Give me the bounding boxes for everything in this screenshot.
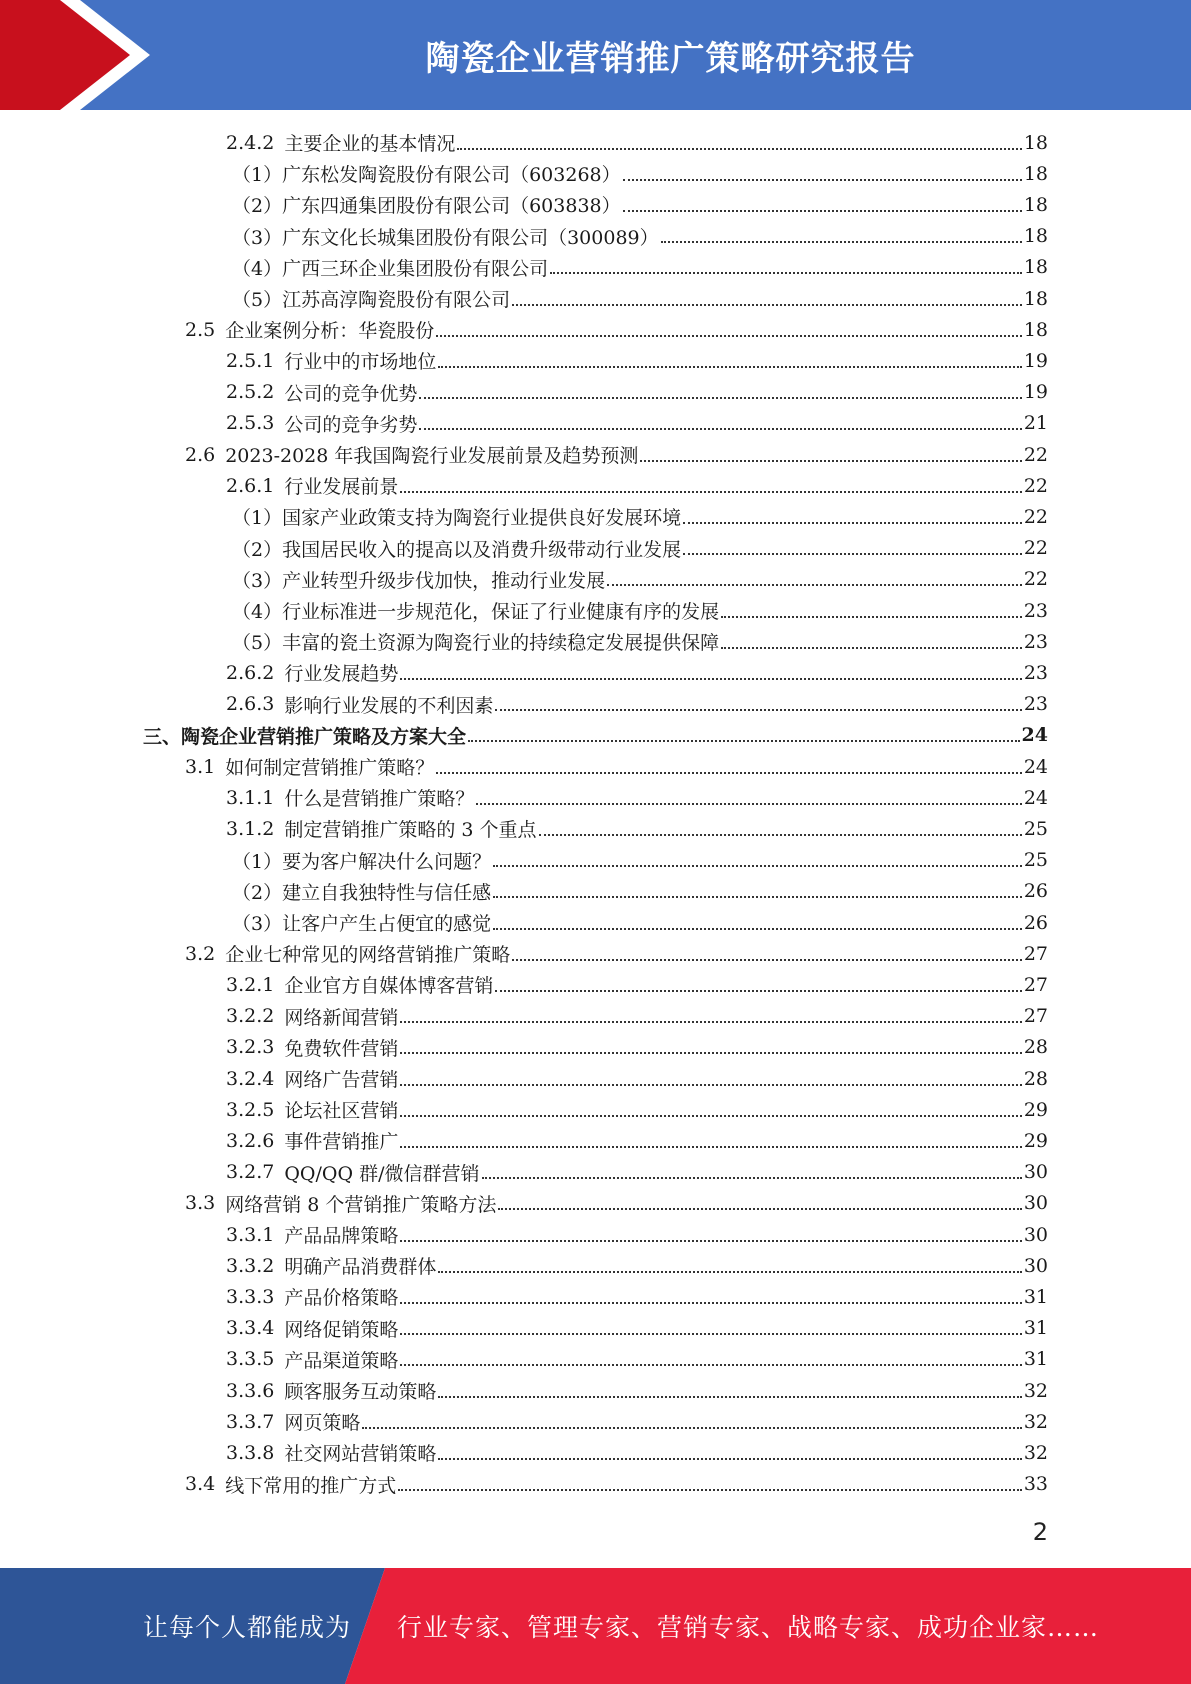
- toc-dot-leader: [436, 764, 1022, 774]
- toc-entry-title: 要为客户解决什么问题？: [282, 850, 492, 873]
- toc-entry-title: 网络营销 8 个营销推广策略方法: [225, 1193, 497, 1216]
- toc-entry-title: 产品品牌策略: [284, 1225, 399, 1247]
- toc-entry-number: （4）: [232, 601, 283, 623]
- toc-entry[interactable]: [226, 1375, 1048, 1406]
- toc-entry-page: 26: [1023, 880, 1048, 903]
- toc-entry[interactable]: [143, 720, 1048, 751]
- toc-dot-leader: [623, 202, 1022, 212]
- header-arrow-decoration: [0, 0, 160, 110]
- toc-entry-number: 2.5.2: [226, 381, 275, 404]
- toc-entry-page: 18: [1023, 131, 1048, 154]
- toc-entry-page: 27: [1023, 973, 1048, 996]
- toc-entry[interactable]: [226, 657, 1048, 688]
- toc-dot-leader: [400, 1356, 1021, 1366]
- toc-entry-page: 32: [1023, 1379, 1048, 1402]
- footer-slogan-left: 让每个人都能成为: [143, 1613, 352, 1642]
- toc-dot-leader: [498, 1200, 1021, 1210]
- toc-dot-leader: [400, 1013, 1021, 1023]
- toc-dot-leader: [400, 1325, 1021, 1335]
- toc-entry-number: 3.2: [185, 942, 216, 965]
- toc-entry-number: 3.2.5: [226, 1098, 275, 1121]
- toc-entry-title: 公司的竞争优势: [284, 382, 418, 405]
- toc-entry-number: 3.2.7: [226, 1161, 275, 1184]
- toc-entry-number: 3.2.1: [226, 973, 275, 996]
- toc-entry-page: 30: [1023, 1192, 1048, 1215]
- toc-entry[interactable]: [226, 969, 1048, 1000]
- toc-dot-leader: [493, 920, 1022, 930]
- toc-entry-page: 23: [1023, 693, 1048, 716]
- toc-entry-page: 22: [1023, 443, 1048, 466]
- toc-entry-number: （5）: [232, 289, 283, 311]
- toc-entry-title: 陶瓷企业营销推广策略及方案大全: [181, 725, 467, 748]
- toc-entry-title: 国家产业政策支持为陶瓷行业提供良好发展环境: [282, 507, 682, 530]
- toc-entry-title: 主要企业的基本情况: [284, 133, 456, 155]
- toc-entry-title: 江苏高淳陶瓷股份有限公司: [282, 289, 511, 311]
- toc-entry-page: 18: [1023, 193, 1048, 216]
- toc-entry-title: 2023-2028 年我国陶瓷行业发展前景及趋势预测: [225, 445, 639, 467]
- toc-dot-leader: [398, 1481, 1022, 1491]
- toc-entry-title: 产业转型升级步伐加快，推动行业发展: [282, 569, 606, 592]
- toc-entry-page: 22: [1023, 505, 1048, 528]
- toc-entry-page: 32: [1023, 1410, 1048, 1433]
- toc-entry[interactable]: [226, 1313, 1048, 1344]
- toc-entry-title: 广东文化长城集团股份有限公司（300089）: [282, 226, 659, 249]
- toc-entry-page: 30: [1023, 1223, 1048, 1246]
- toc-entry[interactable]: [226, 1094, 1048, 1125]
- toc-dot-leader: [438, 358, 1021, 368]
- toc-entry[interactable]: [232, 907, 1048, 938]
- toc-entry-number: 3.3: [185, 1192, 216, 1215]
- toc-entry[interactable]: [226, 1001, 1048, 1032]
- toc-entry-title: 产品渠道策略: [284, 1349, 399, 1372]
- toc-dot-leader: [400, 1294, 1021, 1304]
- toc-entry-number: 3.3.6: [226, 1379, 275, 1402]
- toc-dot-leader: [436, 327, 1022, 337]
- toc-entry-number: （1）: [232, 507, 283, 530]
- toc-entry-title: 明确产品消费群体: [284, 1256, 437, 1279]
- toc-entry-page: 22: [1023, 568, 1048, 591]
- toc-entry-number: 3.1.2: [226, 817, 275, 840]
- toc-dot-leader: [419, 420, 1021, 430]
- toc-entry[interactable]: [232, 533, 1048, 564]
- toc-dot-leader: [400, 1044, 1021, 1054]
- toc-entry[interactable]: [185, 314, 1048, 345]
- toc-entry-title: 网络新闻营销: [284, 1006, 399, 1029]
- toc-entry-number: 3.3.3: [226, 1285, 275, 1308]
- toc-entry[interactable]: [226, 1219, 1048, 1250]
- toc-entry-page: 31: [1023, 1285, 1048, 1308]
- toc-dot-leader: [400, 1232, 1021, 1242]
- toc-entry-title: 制定营销推广策略的 3 个重点: [284, 819, 537, 842]
- toc-entry[interactable]: [226, 1344, 1048, 1375]
- toc-entry[interactable]: [232, 252, 1048, 283]
- toc-entry-page: 18: [1023, 318, 1048, 341]
- toc-entry[interactable]: [226, 689, 1048, 720]
- toc-entry-page: 29: [1023, 1098, 1048, 1121]
- toc-entry[interactable]: [232, 876, 1048, 907]
- toc-entry[interactable]: [185, 938, 1048, 969]
- toc-entry-page: 25: [1023, 849, 1048, 872]
- toc-dot-leader: [493, 888, 1022, 898]
- toc-entry[interactable]: [226, 1437, 1048, 1468]
- toc-entry[interactable]: [226, 408, 1048, 439]
- toc-entry-title: 行业标准进一步规范化，保证了行业健康有序的发展: [282, 601, 720, 623]
- toc-entry-title: 网页策略: [284, 1412, 361, 1435]
- toc-entry-title: 广东四通集团股份有限公司（603838）: [282, 195, 621, 218]
- page-footer: [0, 1568, 1191, 1684]
- toc-entry-page: 19: [1023, 381, 1048, 404]
- toc-entry-number: 2.6: [185, 443, 216, 466]
- toc-entry-title: 让客户产生占便宜的感觉: [282, 913, 492, 935]
- toc-dot-leader: [550, 264, 1022, 274]
- toc-entry[interactable]: [232, 189, 1048, 220]
- toc-entry-title: 企业七种常见的网络营销推广策略: [225, 944, 511, 967]
- footer-slogan-right: 行业专家、管理专家、营销专家、战略专家、成功企业家……: [397, 1613, 1100, 1642]
- toc-dot-leader: [512, 296, 1022, 306]
- toc-entry-title: 论坛社区营销: [284, 1100, 399, 1123]
- toc-entry-number: （1）: [232, 164, 283, 187]
- toc-entry[interactable]: [226, 1406, 1048, 1437]
- toc-entry-title: 丰富的瓷土资源为陶瓷行业的持续稳定发展提供保障: [282, 632, 720, 655]
- toc-entry-number: 3.3.2: [226, 1254, 275, 1277]
- toc-entry[interactable]: [226, 345, 1048, 376]
- report-title: 陶瓷企业营销推广策略研究报告: [425, 38, 916, 79]
- toc-dot-leader: [400, 1076, 1021, 1086]
- toc-entry-page: 24: [1021, 724, 1048, 747]
- toc-entry-number: 2.5.3: [226, 412, 275, 435]
- toc-entry-title: 事件营销推广: [284, 1131, 399, 1154]
- toc-entry-title: 行业中的市场地位: [284, 351, 437, 374]
- toc-entry-page: 18: [1023, 225, 1048, 248]
- toc-entry-page: 29: [1023, 1129, 1048, 1152]
- toc-entry[interactable]: [226, 813, 1048, 844]
- toc-entry-title: 广西三环企业集团股份有限公司: [282, 257, 549, 280]
- toc-entry-page: 23: [1023, 630, 1048, 653]
- toc-dot-leader: [493, 857, 1022, 867]
- toc-entry-number: 2.5: [185, 318, 216, 341]
- toc-entry-page: 31: [1023, 1317, 1048, 1340]
- toc-dot-leader: [607, 576, 1022, 586]
- toc-entry-number: （2）: [232, 538, 283, 561]
- toc-entry-page: 23: [1023, 661, 1048, 684]
- toc-entry-number: 3.2.2: [226, 1005, 275, 1028]
- toc-entry-page: 27: [1023, 1005, 1048, 1028]
- toc-entry-number: （3）: [232, 569, 283, 592]
- toc-entry-title: 影响行业发展的不利因素: [284, 694, 494, 717]
- toc-entry[interactable]: [226, 1032, 1048, 1063]
- toc-entry[interactable]: [226, 1063, 1048, 1094]
- toc-entry-page: 19: [1023, 349, 1048, 372]
- toc-entry[interactable]: [226, 127, 1048, 158]
- toc-entry-page: 30: [1023, 1254, 1048, 1277]
- toc-entry-number: （3）: [232, 913, 283, 935]
- toc-entry-number: 3.3.5: [226, 1348, 275, 1371]
- toc-entry-number: 3.2.3: [226, 1036, 275, 1059]
- toc-entry-title: 什么是营销推广策略？: [284, 788, 475, 811]
- toc-dot-leader: [512, 951, 1022, 961]
- toc-dot-leader: [457, 140, 1021, 150]
- toc-entry[interactable]: [185, 439, 1048, 470]
- toc-entry-number: （1）: [232, 850, 283, 873]
- toc-entry-title: QQ/QQ 群/微信群营销: [284, 1162, 480, 1185]
- toc-entry-number: 3.2.4: [226, 1067, 275, 1090]
- toc-entry-page: 25: [1023, 817, 1048, 840]
- toc-entry-number: 2.5.1: [226, 349, 275, 372]
- toc-entry-page: 28: [1023, 1067, 1048, 1090]
- toc-dot-leader: [400, 670, 1021, 680]
- toc-dot-leader: [400, 1138, 1021, 1148]
- toc-dot-leader: [438, 1450, 1021, 1460]
- toc-entry-page: 22: [1023, 537, 1048, 560]
- toc-dot-leader: [683, 514, 1022, 524]
- toc-entry-title: 免费软件营销: [284, 1037, 399, 1060]
- toc-entry-number: 2.6.3: [226, 693, 275, 716]
- toc-dot-leader: [683, 545, 1022, 555]
- page-number: 2: [1032, 1518, 1048, 1546]
- toc-entry-number: 2.4.2: [226, 131, 275, 154]
- toc-entry[interactable]: [232, 845, 1048, 876]
- toc-dot-leader: [438, 1263, 1021, 1273]
- toc-dot-leader: [419, 389, 1021, 399]
- toc-entry[interactable]: [232, 158, 1048, 189]
- page-header: [0, 0, 1191, 110]
- toc-entry-title: 我国居民收入的提高以及消费升级带动行业发展: [282, 538, 682, 561]
- toc-entry-title: 建立自我独特性与信任感: [282, 881, 492, 904]
- toc-entry-number: 3.4: [185, 1473, 216, 1496]
- toc-entry-title: 公司的竞争劣势: [284, 413, 418, 436]
- toc-entry-title: 网络广告营销: [284, 1069, 399, 1091]
- toc-entry-page: 28: [1023, 1036, 1048, 1059]
- toc-entry[interactable]: [232, 595, 1048, 626]
- toc-dot-leader: [468, 732, 1020, 742]
- toc-entry-title: 顾客服务互动策略: [284, 1381, 437, 1403]
- toc-dot-leader: [495, 701, 1021, 711]
- toc-entry[interactable]: [226, 1157, 1048, 1188]
- toc-entry-title: 网络促销策略: [284, 1318, 399, 1341]
- toc-entry-number: 2.6.2: [226, 661, 275, 684]
- toc-entry-page: 18: [1023, 256, 1048, 279]
- toc-entry-number: 3.3.8: [226, 1441, 275, 1464]
- toc-entry-number: （2）: [232, 881, 283, 904]
- toc-entry-title: 企业案例分析：华瓷股份: [225, 320, 435, 343]
- toc-entry-number: （2）: [232, 195, 283, 218]
- toc-entry[interactable]: [232, 626, 1048, 657]
- toc-entry[interactable]: [232, 283, 1048, 314]
- toc-dot-leader: [721, 608, 1022, 618]
- toc-entry-number: （3）: [232, 226, 283, 249]
- toc-entry-title: 产品价格策略: [284, 1287, 399, 1310]
- toc-entry[interactable]: [232, 221, 1048, 252]
- toc-entry-title: 行业发展趋势: [284, 663, 399, 686]
- toc-entry-number: 三、: [143, 725, 182, 748]
- toc-entry[interactable]: [185, 1188, 1048, 1219]
- toc-entry-page: 18: [1023, 162, 1048, 185]
- toc-entry-number: 3.3.7: [226, 1410, 275, 1433]
- toc-entry-page: 23: [1023, 599, 1048, 622]
- toc-dot-leader: [438, 1388, 1021, 1398]
- toc-dot-leader: [495, 982, 1021, 992]
- toc-entry-page: 18: [1023, 287, 1048, 310]
- toc-entry-title: 广东松发陶瓷股份有限公司（603268）: [282, 164, 621, 187]
- toc-entry-page: 21: [1023, 412, 1048, 435]
- toc-entry-page: 33: [1023, 1473, 1048, 1496]
- toc-entry[interactable]: [232, 501, 1048, 532]
- toc-entry-page: 24: [1023, 755, 1048, 778]
- toc-entry[interactable]: [185, 1469, 1048, 1500]
- toc-dot-leader: [640, 452, 1021, 462]
- toc-entry[interactable]: [226, 470, 1048, 501]
- toc-entry-number: 2.6.1: [226, 474, 275, 497]
- toc-dot-leader: [400, 1107, 1021, 1117]
- toc-entry[interactable]: [232, 564, 1048, 595]
- toc-entry-number: 3.2.6: [226, 1129, 275, 1152]
- toc-entry[interactable]: [226, 1125, 1048, 1156]
- toc-dot-leader: [400, 483, 1021, 493]
- toc-entry-number: 3.1.1: [226, 786, 275, 809]
- toc-entry[interactable]: [226, 377, 1048, 408]
- toc-entry-page: 32: [1023, 1441, 1048, 1464]
- toc-entry-number: 3.3.1: [226, 1223, 275, 1246]
- toc-entry-page: 27: [1023, 942, 1048, 965]
- toc-entry-page: 26: [1023, 911, 1048, 934]
- toc-entry-page: 24: [1023, 786, 1048, 809]
- toc-entry-title: 行业发展前景: [284, 476, 399, 499]
- toc-dot-leader: [661, 233, 1022, 243]
- toc-entry[interactable]: [226, 1250, 1048, 1281]
- toc-entry-page: 31: [1023, 1348, 1048, 1371]
- toc-dot-leader: [482, 1169, 1022, 1179]
- toc-dot-leader: [721, 639, 1022, 649]
- toc-entry-number: （5）: [232, 632, 283, 655]
- toc-entry-title: 线下常用的推广方式: [225, 1474, 397, 1497]
- toc-entry-number: 3.1: [185, 755, 216, 778]
- toc-entry-page: 30: [1023, 1161, 1048, 1184]
- toc-entry-title: 如何制定营销推广策略？: [225, 757, 435, 779]
- toc-dot-leader: [539, 826, 1022, 836]
- toc-entry-number: 3.3.4: [226, 1317, 275, 1340]
- toc-dot-leader: [623, 171, 1022, 181]
- toc-dot-leader: [362, 1419, 1021, 1429]
- toc-entry-title: 社交网站营销策略: [284, 1443, 437, 1466]
- toc-entry-number: （4）: [232, 257, 283, 280]
- toc-entry[interactable]: [226, 1281, 1048, 1312]
- toc-entry[interactable]: [226, 782, 1048, 813]
- toc-entry-page: 22: [1023, 474, 1048, 497]
- toc-dot-leader: [476, 795, 1021, 805]
- toc-entry-title: 企业官方自媒体博客营销: [284, 975, 494, 998]
- toc-entry[interactable]: [185, 751, 1048, 782]
